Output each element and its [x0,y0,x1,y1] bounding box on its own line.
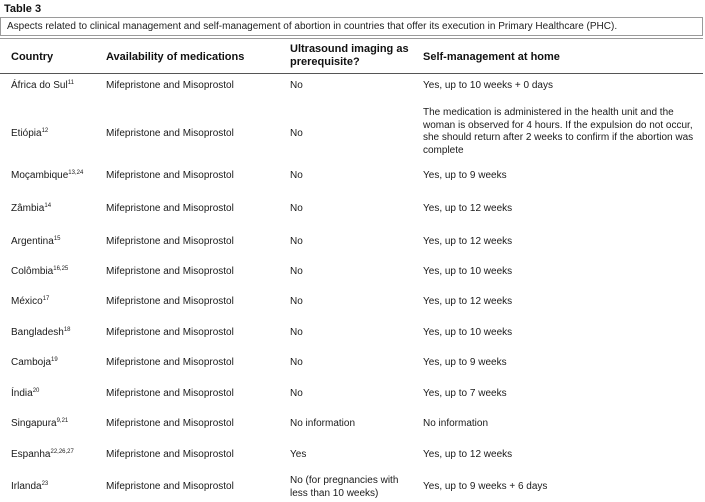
cell-medications: Mifepristone and Misoprostol [106,80,234,91]
cell-country [11,418,68,431]
cell-ultrasound: No [290,203,303,214]
reference-superscript: 9,21 [56,418,69,424]
cell-ultrasound: Yes [290,449,307,460]
cell-country [11,296,49,309]
reference-superscript: 14 [44,203,52,209]
cell-country [11,449,74,462]
table-label: Table 3 [4,3,42,15]
header-self-management: Self-management at home [423,51,560,63]
reference-superscript: 22,26,27 [50,449,74,455]
reference-superscript: 19 [51,357,58,363]
country-name: Irlanda [11,481,42,492]
cell-self-management: Yes, up to 10 weeks [423,266,513,277]
cell-country [11,203,51,216]
cell-medications: Mifepristone and Misoprostol [106,388,234,399]
cell-country [11,236,61,249]
cell-medications: Mifepristone and Misoprostol [106,128,234,139]
reference-superscript: 17 [42,296,50,302]
cell-ultrasound: No [290,357,303,368]
cell-medications: Mifepristone and Misoprostol [106,203,234,214]
reference-superscript: 12 [41,128,49,134]
reference-superscript: 20 [32,388,40,394]
cell-self-management: Yes, up to 12 weeks [423,449,513,460]
cell-country [11,266,68,279]
cell-ultrasound: No [290,388,303,399]
cell-medications: Mifepristone and Misoprostol [106,296,234,307]
header-country: Country [11,51,54,63]
reference-superscript: 13,24 [68,170,84,176]
country-name: Índia [11,388,33,399]
cell-country [11,327,71,340]
country-name: Argentina [11,236,54,247]
country-name: Singapura [11,418,57,429]
reference-superscript: 11 [67,80,74,86]
cell-self-management: No information [423,418,489,429]
header-ultrasound: Ultrasound imaging as prerequisite? [290,43,409,68]
cell-country [11,388,39,401]
header-medications: Availability of medications [106,51,245,63]
cell-ultrasound: No (for pregnancies with less than 10 weeks) [290,475,399,499]
cell-medications: Mifepristone and Misoprostol [106,170,234,181]
cell-self-management: Yes, up to 10 weeks [423,327,513,338]
reference-superscript: 18 [63,327,71,333]
country-name: Bangladesh [11,327,64,338]
cell-medications: Mifepristone and Misoprostol [106,481,234,492]
cell-ultrasound: No [290,80,303,91]
reference-superscript: 16,25 [53,266,69,272]
cell-ultrasound: No [290,266,303,277]
country-name: Camboja [11,357,52,368]
cell-self-management: Yes, up to 12 weeks [423,296,513,307]
country-name: Moçambique [11,170,69,181]
cell-medications: Mifepristone and Misoprostol [106,236,234,247]
cell-country [11,170,83,183]
cell-ultrasound: No [290,327,303,338]
cell-self-management: Yes, up to 12 weeks [423,236,513,247]
table-header [0,38,703,74]
country-name: Espanha [11,449,51,460]
cell-self-management: The medication is administered in the health unit and the woman is observed for 4 hours. If the expulsion do not occur, she should return after 2 weeks to confirm if the abortion was complete [423,107,694,156]
cell-ultrasound: No [290,296,303,307]
cell-self-management: Yes, up to 7 weeks [423,388,507,399]
table-caption: Aspects related to clinical management and self-management of abortion in countries that offer its execution in Primary Healthcare (PHC). [0,17,703,36]
cell-ultrasound: No information [290,418,356,429]
cell-ultrasound: No [290,128,303,139]
reference-superscript: 23 [41,481,49,487]
cell-self-management: Yes, up to 9 weeks [423,357,507,368]
country-name: Colômbia [11,266,54,277]
cell-ultrasound: No [290,170,303,181]
cell-country [11,357,58,370]
cell-country [11,481,48,494]
cell-ultrasound: No [290,236,303,247]
cell-self-management: Yes, up to 9 weeks + 6 days [423,481,548,492]
country-name: Zâmbia [11,203,45,214]
cell-country [11,128,48,141]
reference-superscript: 15 [53,236,61,242]
cell-medications: Mifepristone and Misoprostol [106,266,234,277]
cell-medications: Mifepristone and Misoprostol [106,357,234,368]
cell-self-management: Yes, up to 9 weeks [423,170,507,181]
country-name: Etiópia [11,128,42,139]
cell-medications: Mifepristone and Misoprostol [106,327,234,338]
cell-country [11,80,74,93]
cell-medications: Mifepristone and Misoprostol [106,418,234,429]
country-name: África do Sul [11,80,68,91]
cell-self-management: Yes, up to 12 weeks [423,203,513,214]
cell-medications: Mifepristone and Misoprostol [106,449,234,460]
country-name: México [11,296,43,307]
cell-self-management: Yes, up to 10 weeks + 0 days [423,80,553,91]
